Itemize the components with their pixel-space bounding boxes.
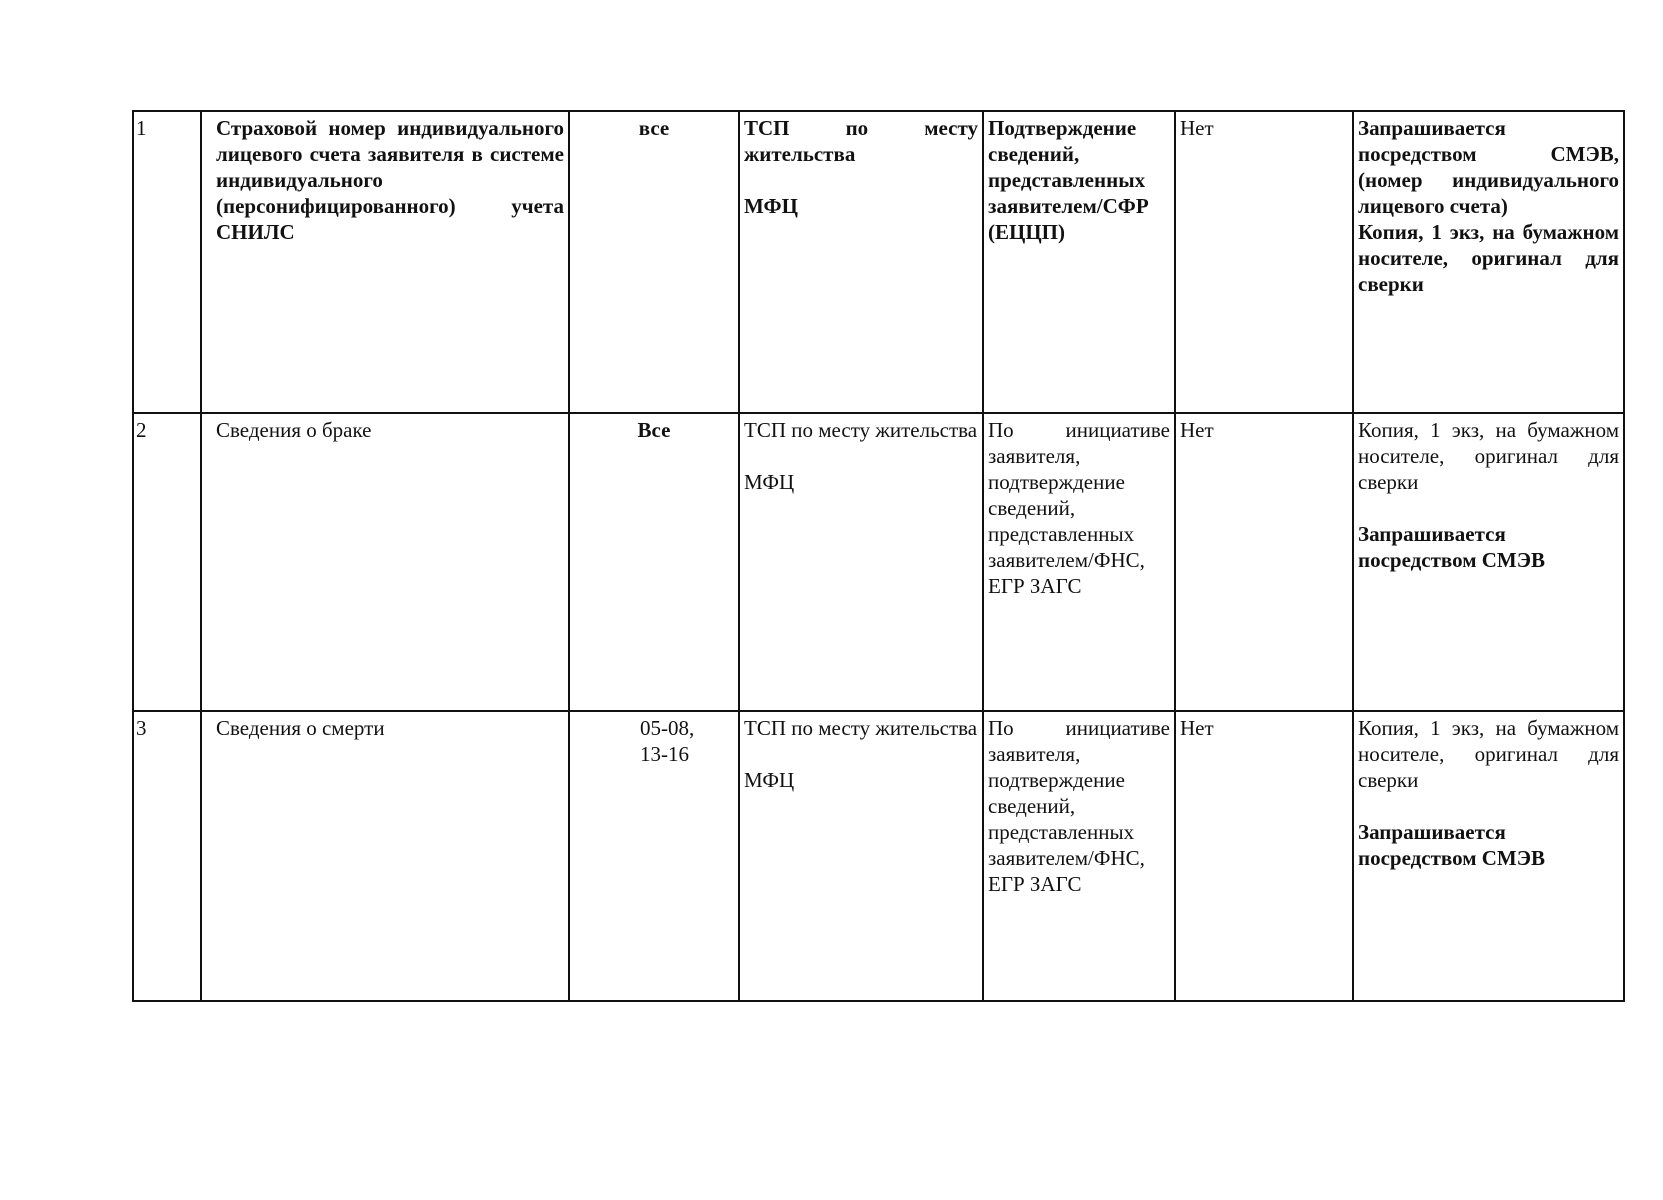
request-basis: Подтверждение сведений, представленных заявителем/СФР (ЕЦЦП) [983, 111, 1175, 413]
required-flag: Нет [1175, 111, 1353, 413]
required-flag: Нет [1175, 413, 1353, 711]
org-tsp: ТСП по месту жительства [744, 116, 978, 166]
form-text-a: Копия, 1 экз, на бумажном носителе, оригинал для сверки [1358, 418, 1619, 494]
table-row [133, 413, 1624, 711]
documents-table [132, 110, 1625, 1002]
org-mfc: МФЦ [744, 470, 795, 494]
submission-place [739, 111, 983, 413]
row-number: 1 [133, 111, 201, 413]
document-name: Сведения о смерти [201, 711, 569, 1001]
applicant-category [569, 711, 739, 1001]
document-name: Сведения о браке [201, 413, 569, 711]
category-value: все [638, 116, 670, 140]
form-text-b: Запрашивается посредством СМЭВ [1358, 820, 1545, 870]
submission-place [739, 711, 983, 1001]
submission-form [1353, 111, 1624, 413]
submission-form [1353, 413, 1624, 711]
org-mfc: МФЦ [744, 768, 795, 792]
org-tsp: ТСП по месту жительства [744, 716, 978, 740]
submission-place [739, 413, 983, 711]
applicant-category [569, 413, 739, 711]
category-value: 05-08, 13-16 [640, 716, 695, 766]
form-text-a: Копия, 1 экз, на бумажном носителе, оригинал для сверки [1358, 716, 1619, 792]
applicant-category [569, 111, 739, 413]
submission-form [1353, 711, 1624, 1001]
request-basis: По инициативе заявителя, подтверждение сведений, представленных заявителем/ФНС, ЕГР ЗАГС [983, 711, 1175, 1001]
document-name: Страховой номер индивидуального лицевого счета заявителя в системе индивидуального (персонифицированного) учета СНИЛС [201, 111, 569, 413]
required-flag: Нет [1175, 711, 1353, 1001]
row-number: 3 [133, 711, 201, 1001]
row-number: 2 [133, 413, 201, 711]
form-text-b: Копия, 1 экз, на бумажном носителе, оригинал для сверки [1358, 220, 1619, 296]
org-mfc: МФЦ [744, 194, 798, 218]
category-value: Все [637, 418, 671, 442]
form-text-a: Запрашивается посредством СМЭВ, (номер индивидуального лицевого счета) [1358, 116, 1619, 218]
table-row [133, 711, 1624, 1001]
org-tsp: ТСП по месту жительства [744, 418, 978, 442]
request-basis: По инициативе заявителя, подтверждение сведений, представленных заявителем/ФНС, ЕГР ЗАГС [983, 413, 1175, 711]
table-row [133, 111, 1624, 413]
form-text-b: Запрашивается посредством СМЭВ [1358, 522, 1545, 572]
